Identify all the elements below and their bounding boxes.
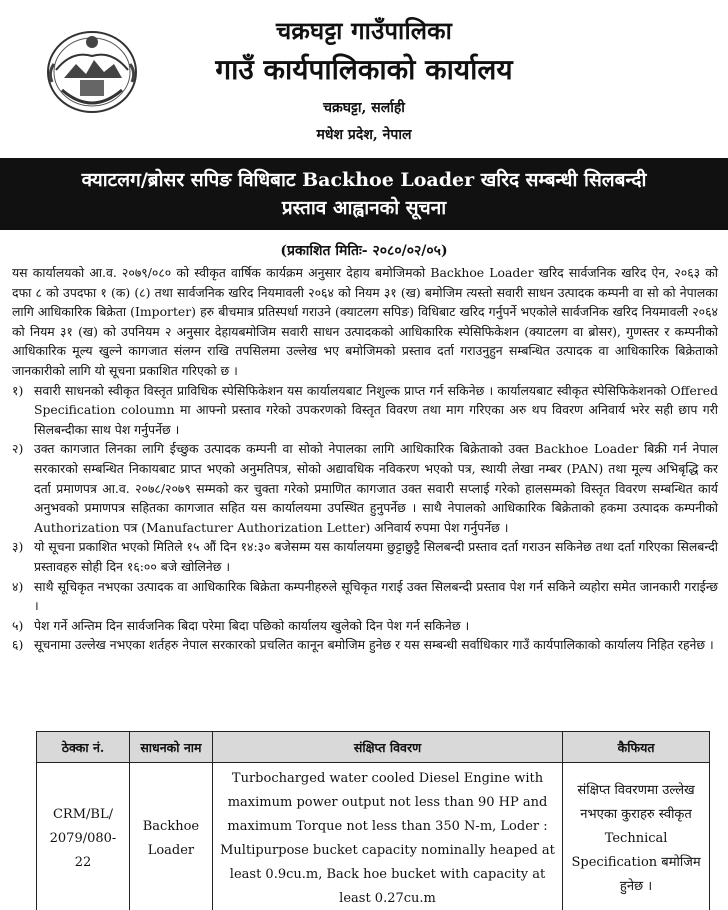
published-date: (प्रकाशित मितिः- २०८०/०२/०५) <box>280 243 448 259</box>
office-address: चक्रघट्टा, सर्लाही <box>323 100 405 116</box>
province-name: मधेश प्रदेश, नेपाल <box>316 127 412 143</box>
item-number: ६) <box>12 637 24 653</box>
notice-title-line2: प्रस्ताव आह्वानको सूचना <box>281 197 447 219</box>
item-text: साथै सूचिकृत नभएका उत्पादक वा आधिकारिक बिक्रेता कम्पनीहरुले सूचिकृत गराई उक्त सिलबन्दी प्रस्ताव पेश गर्न सकिने व्यहोरा समेत जानकारी गराईन्छ । <box>34 578 718 614</box>
item-number: १) <box>12 382 24 398</box>
item-number: ३) <box>12 539 24 555</box>
notice-title-line1: क्याटलग/ब्रोसर सपिङ विधिबाट Backhoe Loader खरिद सम्बन्धी सिलबन्दी <box>81 169 647 191</box>
list-item <box>12 577 718 616</box>
item-text: पेश गर्ने अन्तिम दिन सार्वजनिक बिदा परेमा बिदा पछिको कार्यालय खुलेको दिन पेश गर्न सकिनेछ । <box>34 617 470 633</box>
letterhead <box>0 0 728 150</box>
cell-contract-no: CRM/BL/ 2079/080-22 <box>37 763 130 910</box>
table-row <box>37 763 710 910</box>
list-item <box>12 381 718 440</box>
list-item <box>12 439 718 537</box>
list-item <box>12 616 718 636</box>
table-header-row <box>37 732 710 763</box>
header-vehicle-name: साधनको नाम <box>129 732 212 763</box>
item-number: २) <box>12 441 24 457</box>
item-number: ४) <box>12 578 24 594</box>
item-text: सवारी साधनको स्वीकृत विस्तृत प्राविधिक स्पेसिफिकेशन यस कार्यालयबाट निशुल्क प्राप्त गर्न सकिनेछ । कार्यालयबाट स्वीकृत स्पेसिफिकेशनको Offered Specification coloumn मा आफ्नो प्रस्ताव गरेको उपकरणको विस्तृत विवरण तथा माग गरिएका अरु थप विवरण अनिवार्य भरेर सही छाप गरी सिलबन्दीका साथ पेश गर्नुपर्नेछ । <box>34 382 718 437</box>
intro-paragraph: यस कार्यालयको आ.व. २०७९/०८० को स्वीकृत वार्षिक कार्यक्रम अनुसार देहाय बमोजिमको Backhoe Loader खरिद सार्वजनिक खरिद ऐन, २०६३ को दफा ८ को उपदफा १ (क) (८) तथा सार्वजनिक खरिद नियमावली २०६४ को नियम ३१ (ख) बमोजिम त्यस्तो सवारी साधन उत्पादक कम्पनी वा सो को नेपालका लागि आधिकारिक बिक्रेता (Importer) हरु बीचमात्र प्रतिस्पर्धा गराउने (क्याटलग सपिङ) विधिबाट खरिद गर्नुपर्ने भएकोले सार्वजनिक खरिद नियमावली २०६४ को नियम ३१ (ख) को उपनियम २ अनुसार देहायबमोजिम सवारी साधन उत्पादकको आधिकारिक स्पेसिफिकेशन (क्याटलग वा ब्रोसर), गुणस्तर र कम्पनीको आधिकारिक मूल्य खुल्ने कागजात संलग्न राखि तपसिलमा उल्लेख भए बमोजिमको प्रस्ताव दर्ता गराउनुहुन सम्बन्धित उत्पादक वा आधिकारिक बिक्रेताको जानकारीको लागि यो सूचना प्रकाशित गरिएको छ । <box>12 265 718 378</box>
list-item <box>12 537 718 576</box>
item-text: सूचनामा उल्लेख नभएका शर्तहरु नेपाल सरकारको प्रचलित कानून बमोजिम हुनेछ र यस सम्बन्धी सर्वाधिकार गाउँ कार्यपालिकाको कार्यालय निहित रहनेछ । <box>34 637 714 653</box>
header-contract-no: ठेक्का नं. <box>37 732 130 763</box>
specification-table <box>36 731 710 910</box>
cell-vehicle-name: Backhoe Loader <box>129 763 212 910</box>
header-description: संक्षिप्त विवरण <box>212 732 562 763</box>
office-name: गाउँ कार्यपालिकाको कार्यालय <box>215 53 513 86</box>
header-remarks: कैफियत <box>563 732 710 763</box>
cell-remarks: संक्षिप्त विवरणमा उल्लेख नभएका कुराहरु स्वीकृत Technical Specification बमोजिम हुनेछ । <box>563 763 710 910</box>
municipality-name: चक्रघट्टा गाउँपालिका <box>275 16 453 45</box>
item-text: यो सूचना प्रकाशित भएको मितिले १५ औं दिन १४:३० बजेसम्म यस कार्यालयमा छुट्टाछुट्टै सिलबन्दी प्रस्ताव दर्ता गराउन सकिनेछ तथा दर्ता गरिएका सिलबन्दी प्रस्तावहरु सोही दिन १६:०० बजे खोलिनेछ । <box>34 539 718 574</box>
notice-body <box>12 263 718 655</box>
item-text: उक्त कागजात लिनका लागि ईच्छुक उत्पादक कम्पनी वा सोको नेपालका लागि आधिकारिक बिक्रेताको उक्त Backhoe Loader बिक्री गर्न नेपाल सरकारको सम्बन्धित निकायबाट प्राप्त भएको अनुमतिपत्र, सोको अद्यावधिक नविकरण भएको पत्र, स्थायी लेखा नम्बर (PAN) तथा मूल्य अभिबृद्धि कर दर्ता प्रमाणपत्र आ.व. २०७८/२०७९ सम्मको कर चुक्ता गरेको प्रमाणित कागजात उक्त सवारी सप्लाई गरेको हालसम्मको विस्तृत विवरण सम्बन्धित कार्य अनुभवको प्रमाणपत्र सहितका कागजात सहित यस कार्यालयमा उपस्थित हुनुपर्नेछ । साथै नेपालको आधिकारिक बिक्रेताको हकमा उत्पादक कम्पनीको Authorization पत्र (Manufacturer Authorization Letter) अनिवार्य रुपमा पेश गर्नुपर्नेछ । <box>34 441 718 535</box>
cell-description: Turbocharged water cooled Diesel Engine with maximum power output not less than 90 HP and maximum Torque not less than 350 N-m, Loder : Multipurpose bucket capacity nominally heaped at least 0.9cu.m, Back hoe bucket with capacity at least 0.27cu.m <box>212 763 562 910</box>
list-item <box>12 635 718 655</box>
notice-title-banner <box>0 158 728 230</box>
item-number: ५) <box>12 617 24 633</box>
